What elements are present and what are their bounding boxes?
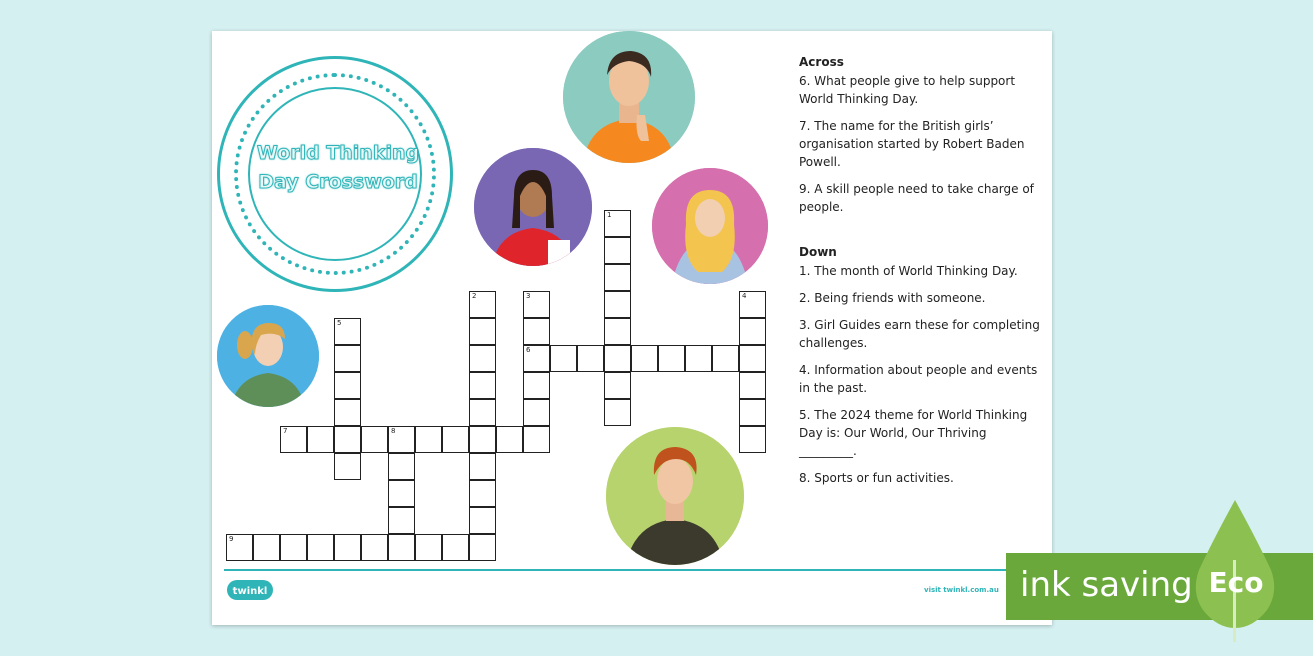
crossword-cell[interactable] xyxy=(469,426,496,453)
down-clue-2: 2. Being friends with someone. xyxy=(799,291,986,305)
across-clue-7: 7. The name for the British girls’ organisation started by Robert Baden Powell. xyxy=(799,119,1025,169)
crossword-cell[interactable] xyxy=(523,426,550,453)
crossword-cell[interactable] xyxy=(442,426,469,453)
crossword-cell[interactable] xyxy=(334,372,361,399)
crossword-cell[interactable] xyxy=(226,534,253,561)
across-clue-6: 6. What people give to help support World Thinking Day. xyxy=(799,74,1016,106)
crossword-cell[interactable] xyxy=(388,453,415,480)
crossword-cell[interactable] xyxy=(604,372,631,399)
crossword-cell[interactable] xyxy=(280,426,307,453)
crossword-cell[interactable] xyxy=(253,534,280,561)
down-clue-8: 8. Sports or fun activities. xyxy=(799,471,954,485)
crossword-cell[interactable] xyxy=(361,534,388,561)
crossword-cell[interactable] xyxy=(739,318,766,345)
crossword-cell[interactable] xyxy=(469,399,496,426)
crossword-cell[interactable] xyxy=(442,534,469,561)
crossword-cell[interactable] xyxy=(388,507,415,534)
crossword-cell[interactable] xyxy=(307,534,334,561)
footer-divider xyxy=(224,569,1040,571)
page-title xyxy=(220,139,456,197)
twinkl-logo-icon xyxy=(226,578,274,602)
crossword-cell[interactable] xyxy=(469,291,496,318)
crossword-cell[interactable] xyxy=(469,507,496,534)
crossword-cell[interactable] xyxy=(334,426,361,453)
avatar-girl-red-top xyxy=(474,148,592,266)
crossword-cell[interactable] xyxy=(388,426,415,453)
title-badge xyxy=(217,56,453,292)
avatar-girl-ponytail xyxy=(217,305,319,407)
crossword-cell[interactable] xyxy=(577,345,604,372)
crossword-cell[interactable] xyxy=(739,372,766,399)
crossword-cell[interactable] xyxy=(550,345,577,372)
crossword-cell[interactable] xyxy=(658,345,685,372)
down-heading: Down xyxy=(799,245,837,259)
crossword-cell[interactable] xyxy=(739,345,766,372)
crossword-cell[interactable] xyxy=(523,345,550,372)
cell-number: 6 xyxy=(526,346,531,354)
down-clue-1: 1. The month of World Thinking Day. xyxy=(799,264,1018,278)
crossword-cell[interactable] xyxy=(604,264,631,291)
crossword-cell[interactable] xyxy=(523,372,550,399)
crossword-cell[interactable] xyxy=(712,345,739,372)
crossword-cell[interactable] xyxy=(604,399,631,426)
crossword-cell[interactable] xyxy=(334,318,361,345)
clues-panel xyxy=(799,53,1044,496)
across-heading: Across xyxy=(799,55,844,69)
logo-text: twinkl xyxy=(232,586,268,597)
crossword-cell[interactable] xyxy=(496,426,523,453)
crossword-cell[interactable] xyxy=(469,318,496,345)
crossword-cell[interactable] xyxy=(469,534,496,561)
cell-number: 7 xyxy=(283,427,288,435)
crossword-cell[interactable] xyxy=(388,534,415,561)
crossword-cell[interactable] xyxy=(604,345,631,372)
across-clue-9: 9. A skill people need to take charge of people. xyxy=(799,182,1034,214)
down-clue-5: 5. The 2024 theme for World Thinking Day is: Our World, Our Thriving _________. xyxy=(799,408,1028,458)
crossword-cell[interactable] xyxy=(739,426,766,453)
cell-number: 9 xyxy=(229,535,234,543)
crossword-cell[interactable] xyxy=(523,399,550,426)
crossword-cell[interactable] xyxy=(604,318,631,345)
crossword-cell[interactable] xyxy=(469,345,496,372)
cell-number: 8 xyxy=(391,427,396,435)
crossword-cell[interactable] xyxy=(334,453,361,480)
crossword-cell[interactable] xyxy=(280,534,307,561)
crossword-cell[interactable] xyxy=(604,291,631,318)
ink-saving-text: ink saving xyxy=(1020,565,1193,605)
crossword-cell[interactable] xyxy=(334,534,361,561)
crossword-cell[interactable] xyxy=(415,534,442,561)
page-title-line-1: World Thinking xyxy=(256,142,420,164)
worksheet-page xyxy=(212,31,1052,625)
cell-number: 2 xyxy=(472,292,477,300)
crossword-cell[interactable] xyxy=(469,480,496,507)
crossword-cell[interactable] xyxy=(388,480,415,507)
crossword-cell[interactable] xyxy=(523,318,550,345)
avatar-boy-shirt xyxy=(606,427,744,565)
visit-link[interactable]: visit twinkl.com.au xyxy=(924,586,999,594)
avatar-boy-thinking xyxy=(563,31,695,163)
crossword-cell[interactable] xyxy=(334,345,361,372)
crossword-cell[interactable] xyxy=(415,426,442,453)
crossword-cell[interactable] xyxy=(685,345,712,372)
crossword-cell[interactable] xyxy=(361,426,388,453)
cell-number: 3 xyxy=(526,292,531,300)
page-title-line-2: Day Crossword xyxy=(258,171,418,193)
down-clue-4: 4. Information about people and events in the past. xyxy=(799,363,1038,395)
eco-label: Eco xyxy=(1208,566,1264,599)
down-clue-3: 3. Girl Guides earn these for completing challenges. xyxy=(799,318,1040,350)
crossword-cell[interactable] xyxy=(739,291,766,318)
cell-number: 1 xyxy=(607,211,612,219)
crossword-cell[interactable] xyxy=(469,453,496,480)
avatar-girl-hijab xyxy=(652,168,768,284)
crossword-cell[interactable] xyxy=(604,210,631,237)
crossword-cell[interactable] xyxy=(631,345,658,372)
cell-number: 5 xyxy=(337,319,342,327)
crossword-cell[interactable] xyxy=(334,399,361,426)
cell-number: 4 xyxy=(742,292,747,300)
crossword-cell[interactable] xyxy=(604,237,631,264)
crossword-cell[interactable] xyxy=(523,291,550,318)
crossword-cell[interactable] xyxy=(469,372,496,399)
crossword-cell[interactable] xyxy=(739,399,766,426)
crossword-cell[interactable] xyxy=(307,426,334,453)
